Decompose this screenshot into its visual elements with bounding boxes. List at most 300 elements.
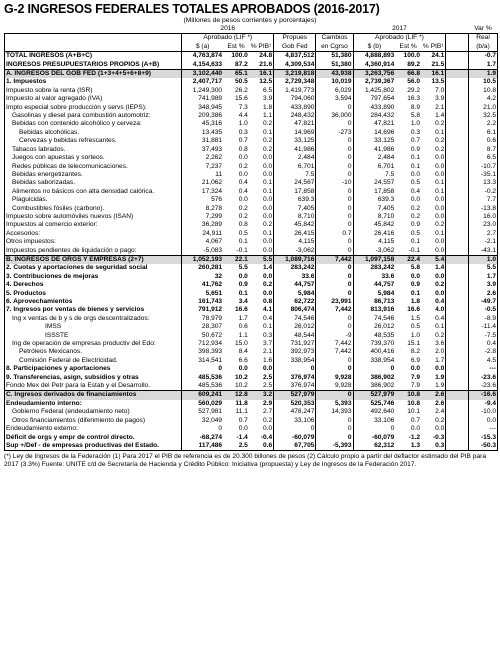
- table-row: [5, 87, 498, 95]
- cell: 0.0: [469, 417, 498, 425]
- cell: 4,837,512: [274, 52, 316, 61]
- table-row: [5, 357, 498, 365]
- spacer-cell: [446, 408, 469, 416]
- cell: 0.0: [238, 365, 248, 373]
- cell: 0.0: [410, 365, 421, 373]
- row-label: Juegos con apuestas y sorteos.: [5, 154, 182, 162]
- spacer-cell: [446, 340, 469, 348]
- cell: 32,049: [182, 417, 223, 425]
- cell: 338,954: [274, 357, 316, 365]
- cell: 0: [316, 205, 353, 213]
- cell: 0.2: [262, 120, 273, 128]
- cell: 0.4: [469, 340, 498, 348]
- cell: 0.0: [435, 204, 445, 212]
- cell: 0: [316, 238, 353, 246]
- cell: 5.5: [469, 264, 498, 272]
- cell: 4,763,874: [182, 52, 223, 61]
- cell: 1.9: [435, 373, 445, 381]
- cell: 0: [316, 213, 353, 221]
- table-row: [5, 255, 498, 264]
- cell: 15.1: [407, 340, 421, 348]
- cell: 14,393: [316, 408, 353, 416]
- row-label: Ing de operación de empresas productiv del Edo:: [5, 340, 182, 348]
- cell: 16.6: [235, 306, 248, 314]
- cell: 22.4: [395, 255, 421, 264]
- cell: 26,416: [353, 230, 395, 238]
- cell: 4,154,633: [182, 61, 223, 70]
- cell: 3.2: [249, 391, 274, 400]
- table-row: [5, 163, 498, 171]
- cell: 0.0: [238, 154, 248, 162]
- cell: 6,701: [353, 163, 395, 171]
- cell: 33,106: [353, 417, 395, 425]
- cell: 3,263,756: [353, 70, 395, 79]
- cell: 3.9: [262, 95, 273, 103]
- cell: 15.6: [235, 95, 248, 103]
- cell: 0.2: [435, 281, 445, 289]
- cell: 0: [316, 264, 353, 272]
- cell: 47,821: [274, 120, 316, 128]
- cell: 1,425,802: [353, 87, 395, 95]
- cell: -9.4: [469, 400, 498, 408]
- cell: -0.3: [432, 433, 445, 441]
- spacer-cell: [446, 298, 469, 306]
- cell: 2,484: [274, 154, 316, 162]
- cell: 0.2: [435, 120, 445, 128]
- row-label: Bebidas saborizadas.: [5, 179, 182, 187]
- cell: 0.1: [410, 289, 421, 297]
- cell: 33,125: [353, 137, 395, 145]
- cell: -273: [316, 129, 353, 137]
- cell: -49.7: [469, 298, 498, 306]
- table-row: [5, 179, 498, 187]
- cell: 0.0: [410, 272, 421, 280]
- cell: 398,393: [182, 348, 223, 356]
- cell: 41,986: [274, 146, 316, 154]
- cell: 100.0: [403, 52, 421, 60]
- cell: 209,386: [182, 112, 223, 120]
- cell: 0: [316, 391, 353, 400]
- spacer-cell: [446, 264, 469, 272]
- cell: 1.8: [410, 298, 421, 305]
- cell: 376,974: [274, 382, 316, 391]
- cell: 560,029: [182, 400, 223, 408]
- row-label: Bebidas con contenido alcohólico y cerveza:: [5, 120, 182, 128]
- cell: 2.6: [435, 399, 445, 407]
- cell: 0: [316, 290, 353, 298]
- cell: 5.8: [410, 112, 421, 120]
- cell: 26.2: [235, 86, 248, 94]
- cell: 0.1: [410, 162, 421, 170]
- cell: 338,954: [353, 357, 395, 365]
- spacer-cell: [446, 417, 469, 425]
- cell: 1.0: [469, 255, 498, 264]
- cell: 8,278: [182, 205, 223, 213]
- cell: -10: [316, 179, 353, 187]
- cell: 8.4: [238, 348, 248, 356]
- page-subtitle: (Millones de pesos corrientes y porcentajes): [183, 17, 317, 24]
- cell: 45,316: [182, 120, 223, 128]
- spacer-cell: [446, 70, 469, 79]
- cell: 86,713: [353, 298, 395, 306]
- cell: 1.3: [395, 442, 421, 451]
- cell: 0.4: [238, 179, 248, 187]
- cell: 0: [316, 273, 353, 281]
- cell: 26,415: [274, 230, 316, 238]
- table-row: [5, 281, 498, 289]
- cell: 24.1: [431, 52, 445, 60]
- cell: 0.0: [262, 425, 273, 433]
- cell: 2.5: [223, 442, 249, 451]
- cell: -2.8: [469, 348, 498, 356]
- cell: 5.5: [249, 255, 274, 264]
- cell: 5,984: [353, 290, 395, 298]
- cell: 2.9: [262, 399, 273, 407]
- cell: 0: [316, 434, 353, 442]
- table-row: [5, 348, 498, 356]
- cell: 248,432: [274, 112, 316, 120]
- cell: 0: [316, 281, 353, 289]
- header-propues: Propues: [274, 34, 316, 43]
- cell: 4,888,893: [353, 52, 395, 61]
- cell: 1.8: [262, 103, 273, 111]
- cell: 0.9: [410, 221, 421, 229]
- cell: -13.8: [469, 205, 498, 213]
- cell: 283,242: [274, 264, 316, 272]
- cell: 0.1: [238, 238, 248, 246]
- table-row: [5, 400, 498, 408]
- cell: 0.0: [435, 289, 445, 297]
- cell: 13.5: [431, 78, 445, 86]
- table-row: [5, 290, 498, 298]
- cell: 10.8: [407, 399, 421, 407]
- cell: 1.4: [435, 264, 445, 272]
- cell: 4.2: [469, 95, 498, 103]
- cell: 5,651: [182, 290, 223, 298]
- row-label: Endeudamiento externo:: [5, 425, 182, 433]
- cell: 0: [353, 365, 395, 373]
- cell: 0.8: [262, 298, 273, 305]
- cell: 0.7: [316, 230, 353, 238]
- header-row-years: [5, 25, 498, 34]
- cell: 0.1: [435, 323, 445, 331]
- cell: 0.1: [262, 187, 273, 195]
- cell: 1.5: [410, 314, 421, 322]
- header-var: Var %: [474, 25, 492, 32]
- cell: 2.6: [469, 290, 498, 298]
- cell: 0.0: [262, 289, 273, 297]
- cell: 2.4: [435, 408, 445, 416]
- cell: 527,979: [274, 391, 316, 400]
- cell: ---: [469, 365, 498, 373]
- cell: 0.1: [435, 187, 445, 195]
- cell: 2.0: [435, 348, 445, 356]
- cell: 9,928: [316, 382, 353, 391]
- cell: 0: [316, 196, 353, 204]
- row-label: Ing x ventas de b y s de orgs descentralizados:: [5, 315, 182, 323]
- row-label: Endeudamiento interno:: [5, 400, 182, 408]
- cell: -1.2: [408, 433, 421, 441]
- cell: 2,729,348: [274, 78, 316, 86]
- col-header-ba: (b/a): [469, 43, 498, 52]
- cell: 794,060: [274, 95, 316, 103]
- spacer-cell: [446, 205, 469, 213]
- spacer-cell: [446, 365, 469, 373]
- row-label: B. INGRESOS DE ORGS Y EMPRESAS (2+7): [5, 255, 182, 264]
- col-header-gobfed: Gob Fed: [274, 43, 316, 52]
- cell: 0: [316, 357, 353, 365]
- cell: 15.0: [235, 340, 248, 348]
- spacer-cell: [446, 196, 469, 204]
- cell: 0.6: [469, 137, 498, 145]
- row-label: Combustibles fósiles (carbono).: [5, 205, 182, 213]
- cell: 7,299: [182, 213, 223, 221]
- cell: 492,640: [353, 408, 395, 416]
- table-row: [5, 146, 498, 154]
- cell: 4,067: [182, 238, 223, 246]
- row-label: Impuesto al valor agregado (IVA): [5, 95, 182, 103]
- cell: 0.4: [262, 314, 273, 322]
- cell: 527,979: [353, 391, 395, 400]
- cell: 1.0: [410, 120, 421, 128]
- cell: -8.9: [469, 315, 498, 323]
- row-label: Petróleos Mexicanos.: [5, 348, 182, 356]
- cell: 0.2: [238, 162, 248, 170]
- cell: 0.0: [435, 425, 445, 433]
- cell: 2.1: [262, 348, 273, 356]
- cell: -5,393: [316, 442, 353, 451]
- cell: 1.4: [435, 112, 445, 120]
- cell: 14,969: [274, 129, 316, 137]
- cell: 8.7: [469, 146, 498, 154]
- cell: 0.0: [262, 154, 273, 162]
- cell: 7.9: [410, 382, 421, 390]
- cell: -10.7: [469, 163, 498, 171]
- cell: -50.3: [469, 442, 498, 451]
- spacer-cell: [446, 129, 469, 137]
- cell: 21.6: [259, 60, 273, 68]
- cell: -43.1: [469, 247, 498, 256]
- cell: 6.9: [410, 356, 421, 364]
- row-label: Impto especial sobre producción y servs (IEPS):: [5, 104, 182, 112]
- cell: 7,442: [316, 348, 353, 356]
- cell: 24,557: [353, 179, 395, 187]
- cell: 0.0: [435, 170, 445, 178]
- spacer-cell: [446, 425, 469, 433]
- cell: 21.5: [431, 60, 445, 68]
- cell: ---: [469, 425, 498, 433]
- cell: 0.1: [262, 179, 273, 187]
- spacer-cell: [446, 120, 469, 128]
- cell: 376,974: [274, 374, 316, 382]
- cell: 0: [353, 425, 395, 433]
- cell: 5.5: [238, 264, 248, 272]
- row-label: Accesorios:: [5, 230, 182, 238]
- cell: -3,062: [353, 247, 395, 256]
- table-row: [5, 374, 498, 382]
- cell: 1.0: [410, 331, 421, 339]
- cell: 3.9: [435, 95, 445, 103]
- cell: 1.6: [262, 356, 273, 364]
- col-header-pib2: % PIB¹: [421, 43, 446, 52]
- cell: 0.2: [435, 416, 445, 424]
- header-cambios: Cambios: [316, 34, 353, 43]
- cell: 0.2: [435, 137, 445, 145]
- cell: 17,858: [274, 188, 316, 196]
- cell: 0.1: [435, 229, 445, 237]
- row-label: Fondo Mex del Petr para la Estab y el Desarrollo.: [5, 382, 182, 391]
- cell: 0.7: [410, 416, 421, 424]
- cell: 32.5: [469, 112, 498, 120]
- cell: 50,672: [182, 332, 223, 340]
- cell: 12.8: [223, 391, 249, 400]
- row-label: Bebidas energetizantes.: [5, 171, 182, 179]
- cell: 3.6: [435, 340, 445, 348]
- spacer-cell: [446, 104, 469, 112]
- table-row: [5, 247, 498, 256]
- cell: 100.0: [231, 52, 248, 60]
- cell: 4.0: [435, 306, 445, 314]
- cell: 9,928: [316, 374, 353, 382]
- cell: -10.0: [469, 408, 498, 416]
- cell: 0.0: [262, 204, 273, 212]
- cell: 0.2: [435, 331, 445, 339]
- row-label: 2. Cuotas y aportaciones de seguridad social: [5, 264, 182, 272]
- cell: 0.7: [238, 137, 248, 145]
- cell: 0.0: [262, 170, 273, 178]
- cell: 0.0: [262, 272, 273, 280]
- spacer-cell: [446, 434, 469, 442]
- cell: 51,380: [316, 52, 353, 61]
- table-row: [5, 104, 498, 112]
- cell: 0.0: [262, 365, 273, 373]
- cell: 3.9: [469, 281, 498, 289]
- col-header-est1: Est %: [223, 43, 249, 52]
- row-label: ISSSTE: [5, 332, 182, 340]
- cell: 433,890: [353, 104, 395, 112]
- spacer-cell: [446, 315, 469, 323]
- cell: -1.4: [236, 433, 248, 441]
- cell: 4.4: [238, 112, 248, 120]
- table-row: [5, 188, 498, 196]
- cell: 1.7: [238, 314, 248, 322]
- cell: 10,019: [316, 78, 353, 86]
- cell: 51,380: [316, 61, 353, 70]
- cell: 2,739,367: [353, 78, 395, 86]
- table-row: [5, 70, 498, 79]
- cell: -3,062: [274, 247, 316, 256]
- spacer-cell: [446, 290, 469, 298]
- header-aprobado-2017: Aprobado (LIF *): [353, 34, 446, 43]
- cell: -9: [316, 332, 353, 340]
- cell: 791,912: [182, 306, 223, 314]
- table-row: [5, 61, 498, 70]
- cell: 66.8: [395, 70, 421, 79]
- row-label: 7. Ingresos por ventas de bienes y servicios: [5, 306, 182, 314]
- spacer-cell: [446, 154, 469, 162]
- row-label: Impuestos pendientes de liquidación o pago:: [5, 247, 182, 256]
- cell: 0: [316, 188, 353, 196]
- cell: 0.0: [410, 196, 421, 204]
- cell: 44,757: [353, 281, 395, 289]
- cell: 13,435: [182, 129, 223, 137]
- spacer-cell: [446, 382, 469, 391]
- cell: 3.7: [262, 340, 273, 348]
- row-label: 8. Participaciones y aportaciones: [5, 365, 182, 373]
- cell: 0.0: [435, 196, 445, 204]
- cell: 89.2: [407, 60, 421, 68]
- cell: 12.5: [259, 78, 273, 86]
- table-row: [5, 391, 498, 400]
- row-label: Impuesto sobre automóviles nuevos (ISAN): [5, 213, 182, 221]
- cell: 10.1: [407, 408, 421, 416]
- cell: 0.0: [238, 196, 248, 204]
- cell: 21,062: [182, 179, 223, 187]
- spacer-cell: [446, 306, 469, 314]
- cell: 0.0: [410, 170, 421, 178]
- cell: 0.8: [238, 221, 248, 229]
- cell: 48,535: [353, 332, 395, 340]
- cell: 806,474: [274, 306, 316, 314]
- row-label: 6. Aprovechamientos: [5, 298, 182, 306]
- table-row: [5, 382, 498, 391]
- cell: 0.5: [238, 229, 248, 237]
- cell: 527,981: [182, 408, 223, 416]
- cell: 520,353: [274, 400, 316, 408]
- cell: 0.2: [262, 221, 273, 229]
- cell: 0.3: [410, 128, 421, 136]
- cell: 0.0: [435, 365, 445, 373]
- cell: 2.5: [262, 382, 273, 390]
- cell: -5,083: [182, 247, 223, 256]
- row-label: Déficit de orgs y empr de control directo.: [5, 434, 182, 442]
- cell: 6,701: [274, 163, 316, 171]
- cell: 0.6: [238, 323, 248, 331]
- row-label: C. Ingresos derivados de financiamientos: [5, 391, 182, 400]
- footnote: (*) Ley de Ingresos de la Federación (1) Para 2017 el PIB de referencia es de 20.300 billones de pesos (2) Cálculo propio a partir del deflactor estimado del PIB para 2017 (3.3%) Fuente: UNITE c/d de Secretaría de Hacienda y Crédito Público: Iniciativa (propuesta) y Ley de Ingresos de la Federación 2017.: [4, 453, 486, 469]
- table-row: [5, 434, 498, 442]
- col-header-est2: Est %: [395, 43, 421, 52]
- page-title: G-2 INGRESOS FEDERALES TOTALES APROBADOS (2016-2017): [4, 2, 380, 16]
- cell: -0.5: [469, 306, 498, 314]
- spacer-cell: [446, 332, 469, 340]
- table-row: [5, 442, 498, 451]
- cell: 7.0: [435, 86, 445, 94]
- cell: 0: [316, 154, 353, 162]
- cell: 16.6: [407, 306, 421, 314]
- cell: 0.2: [435, 221, 445, 229]
- cell: 0.0: [435, 212, 445, 220]
- row-label: 3. Contribuciones de mejoras: [5, 273, 182, 281]
- cell: 2.6: [421, 391, 446, 400]
- cell: 0.3: [238, 128, 248, 136]
- cell: 0: [316, 323, 353, 331]
- cell: 8,710: [274, 213, 316, 221]
- cell: 36,289: [182, 221, 223, 229]
- cell: 2,407,717: [182, 78, 223, 86]
- cell: 0.2: [262, 281, 273, 289]
- cell: 639.3: [353, 196, 395, 204]
- cell: 14,696: [353, 129, 395, 137]
- cell: -2.1: [469, 238, 498, 246]
- table-row: [5, 196, 498, 204]
- cell: 1.7: [469, 273, 498, 281]
- cell: 283,242: [353, 264, 395, 272]
- cell: 24,567: [274, 179, 316, 187]
- cell: 3,219,818: [274, 70, 316, 79]
- cell: 1.7: [435, 356, 445, 364]
- cell: 639.3: [274, 196, 316, 204]
